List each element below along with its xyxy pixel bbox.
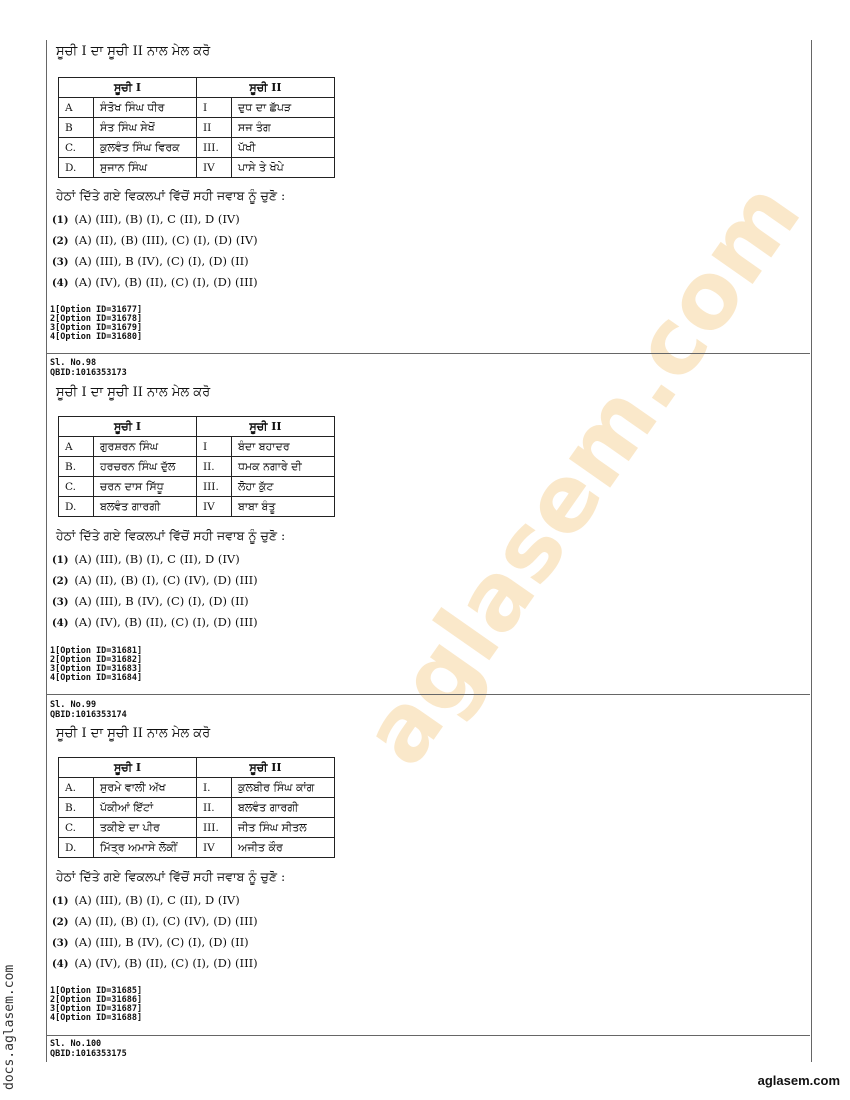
row-label: A. <box>59 778 94 798</box>
sl-no: Sl. No.100 <box>50 1039 102 1049</box>
row-item-a: ਚਰਨ ਦਾਸ ਸਿੱਧੂ <box>94 477 197 497</box>
row-label: II <box>197 118 232 138</box>
qbid: QBID:1016353174 <box>50 710 127 720</box>
footer-brand[interactable]: aglasem.com <box>757 1073 840 1088</box>
row-label: II. <box>197 457 232 477</box>
col-header: ਸੂਚੀ I <box>59 417 197 437</box>
col-header: ਸੂਚੀ II <box>197 758 335 778</box>
row-item-a: ਕੁਲਵੰਤ ਸਿੰਘ ਵਿਰਕ <box>94 138 197 158</box>
row-label: B. <box>59 457 94 477</box>
option-text: (A) (III), B (IV), (C) (I), (D) (II) <box>74 594 249 608</box>
table-row <box>59 158 335 178</box>
row-item-a: ਹਰਚਰਨ ਸਿੰਘ ਦੁੱਲ <box>94 457 197 477</box>
col-header: ਸੂਚੀ I <box>59 758 197 778</box>
table-row <box>59 477 335 497</box>
divider <box>46 1035 810 1036</box>
row-label: D. <box>59 158 94 178</box>
table-row <box>59 457 335 477</box>
option-text: (A) (II), (B) (III), (C) (I), (D) (IV) <box>74 233 258 247</box>
row-label: I. <box>197 778 232 798</box>
row-label: A <box>59 98 94 118</box>
option-text: (A) (III), B (IV), (C) (I), (D) (II) <box>74 935 249 949</box>
row-item-a: ਪੱਕੀਆਂ ਇੱਟਾਂ <box>94 798 197 818</box>
table-row <box>59 818 335 838</box>
option-text: (A) (III), (B) (I), C (II), D (IV) <box>74 893 240 907</box>
instruction: ਹੇਠਾਂ ਦਿੱਤੇ ਗਏ ਵਿਕਲਪਾਂ ਵਿੱਚੋਂ ਸਹੀ ਜਵਾਬ ਨੂੰ ਚੁਣੋ : <box>56 528 286 543</box>
row-item-b: ਧਮਕ ਨਗਾਰੇ ਦੀ <box>232 457 335 477</box>
option-number: (1) <box>52 215 69 226</box>
qbid: QBID:1016353173 <box>50 368 127 378</box>
row-item-b: ਦੁਧ ਦਾ ਛੱਪੜ <box>232 98 335 118</box>
option-number: (2) <box>52 917 69 928</box>
row-item-b: ਬਾਬਾ ਬੰਤੂ <box>232 497 335 517</box>
instruction: ਹੇਠਾਂ ਦਿੱਤੇ ਗਏ ਵਿਕਲਪਾਂ ਵਿੱਚੋਂ ਸਹੀ ਜਵਾਬ ਨੂੰ ਚੁਣੋ : <box>56 869 286 884</box>
row-item-b: ਅਜੀਤ ਕੌਰ <box>232 838 335 858</box>
qbid: QBID:1016353175 <box>50 1049 127 1059</box>
row-item-a: ਸੰਤ ਸਿੰਘ ਸੇਖੋਂ <box>94 118 197 138</box>
table-row <box>59 437 335 457</box>
row-item-a: ਤਕੀਏ ਦਾ ਪੀਰ <box>94 818 197 838</box>
option-text: (A) (II), (B) (I), (C) (IV), (D) (III) <box>74 914 258 928</box>
match-table <box>58 77 335 178</box>
row-label: III. <box>197 138 232 158</box>
row-item-b: ਜੀਤ ਸਿੰਘ ਸੀਤਲ <box>232 818 335 838</box>
row-label: D. <box>59 838 94 858</box>
option-ids <box>50 306 142 342</box>
option-id: 4[Option ID=31684] <box>50 673 143 683</box>
row-item-b: ਪੱਖੀ <box>232 138 335 158</box>
option-1[interactable] <box>52 890 258 911</box>
instruction: ਹੇਠਾਂ ਦਿੱਤੇ ਗਏ ਵਿਕਲਪਾਂ ਵਿੱਚੋਂ ਸਹੀ ਜਵਾਬ ਨੂੰ ਚੁਣੋ : <box>56 188 286 203</box>
option-4[interactable] <box>52 612 258 633</box>
sl-no: Sl. No.99 <box>50 700 97 710</box>
option-id: 3[Option ID=31679] <box>50 323 143 333</box>
table-row <box>59 798 335 818</box>
row-item-b: ਪਾਸੇ ਤੇ ਖੋਪੇ <box>232 158 335 178</box>
row-label: IV <box>197 158 232 178</box>
row-item-a: ਮਿੱਤ੍ਰ ਅਮਾਸੇ ਲੋਕੀਂ <box>94 838 197 858</box>
serial-number <box>50 1039 127 1059</box>
table-row <box>59 497 335 517</box>
row-label: D. <box>59 497 94 517</box>
watermark: aglasem.com <box>341 163 822 784</box>
option-2[interactable] <box>52 911 258 932</box>
table-row <box>59 778 335 798</box>
option-text: (A) (III), (B) (I), C (II), D (IV) <box>74 552 240 566</box>
option-1[interactable] <box>52 549 258 570</box>
question-title: ਸੂਚੀ I ਦਾ ਸੂਚੀ II ਨਾਲ ਮੇਲ ਕਰੋ <box>56 44 211 59</box>
option-number: (4) <box>52 959 69 970</box>
row-label: C. <box>59 818 94 838</box>
row-label: C. <box>59 138 94 158</box>
row-label: III. <box>197 818 232 838</box>
next-question-header <box>46 1038 810 1062</box>
option-text: (A) (III), B (IV), (C) (I), (D) (II) <box>74 254 249 268</box>
row-label: B. <box>59 798 94 818</box>
option-number: (2) <box>52 236 69 247</box>
row-label: III. <box>197 477 232 497</box>
side-url: docs.aglasem.com <box>2 964 17 1090</box>
question-title: ਸੂਚੀ I ਦਾ ਸੂਚੀ II ਨਾਲ ਮੇਲ ਕਰੋ <box>56 726 211 741</box>
option-number: (2) <box>52 576 69 587</box>
option-number: (3) <box>52 938 69 949</box>
option-number: (3) <box>52 597 69 608</box>
option-id: 2[Option ID=31686] <box>50 995 143 1005</box>
row-item-a: ਸੁਰਮੇ ਵਾਲੀ ਅੱਖ <box>94 778 197 798</box>
option-id: 1[Option ID=31681] <box>50 646 143 656</box>
option-id: 4[Option ID=31688] <box>50 1013 143 1023</box>
row-label: IV <box>197 838 232 858</box>
option-id: 4[Option ID=31680] <box>50 332 143 342</box>
sl-no: Sl. No.98 <box>50 358 97 368</box>
row-item-a: ਸੁਜਾਨ ਸਿੰਘ <box>94 158 197 178</box>
option-1[interactable] <box>52 209 258 230</box>
row-label: I <box>197 98 232 118</box>
option-id: 1[Option ID=31685] <box>50 986 143 996</box>
match-table <box>58 757 335 858</box>
row-label: I <box>197 437 232 457</box>
row-item-a: ਗੁਰਸ਼ਰਨ ਸਿੰਘ <box>94 437 197 457</box>
row-item-a: ਸੰਤੋਖ ਸਿੰਘ ਧੀਰ <box>94 98 197 118</box>
option-ids <box>50 647 142 683</box>
table-row <box>59 118 335 138</box>
option-text: (A) (II), (B) (I), (C) (IV), (D) (III) <box>74 573 258 587</box>
question-block <box>46 697 810 1033</box>
serial-number <box>50 358 127 378</box>
row-label: IV <box>197 497 232 517</box>
col-header: ਸੂਚੀ II <box>197 417 335 437</box>
option-id: 3[Option ID=31683] <box>50 664 143 674</box>
option-number: (3) <box>52 257 69 268</box>
option-3[interactable] <box>52 932 258 953</box>
options-list <box>52 549 258 633</box>
divider <box>46 353 810 354</box>
question-title: ਸੂਚੀ I ਦਾ ਸੂਚੀ II ਨਾਲ ਮੇਲ ਕਰੋ <box>56 385 211 400</box>
option-text: (A) (III), (B) (I), C (II), D (IV) <box>74 212 240 226</box>
serial-number <box>50 700 127 720</box>
option-id: 3[Option ID=31687] <box>50 1004 143 1014</box>
option-number: (4) <box>52 278 69 289</box>
option-4[interactable] <box>52 953 258 974</box>
option-id: 2[Option ID=31678] <box>50 314 143 324</box>
row-label: C. <box>59 477 94 497</box>
option-2[interactable] <box>52 230 258 251</box>
option-text: (A) (IV), (B) (II), (C) (I), (D) (III) <box>74 275 258 289</box>
match-table <box>58 416 335 517</box>
option-number: (1) <box>52 896 69 907</box>
row-item-b: ਬੰਦਾ ਬਹਾਦਰ <box>232 437 335 457</box>
option-id: 2[Option ID=31682] <box>50 655 143 665</box>
option-id: 1[Option ID=31677] <box>50 305 143 315</box>
col-header: ਸੂਚੀ I <box>59 78 197 98</box>
row-label: A <box>59 437 94 457</box>
row-item-b: ਸਜ ਤੰਗ <box>232 118 335 138</box>
options-list <box>52 890 258 974</box>
option-text: (A) (IV), (B) (II), (C) (I), (D) (III) <box>74 615 258 629</box>
options-list <box>52 209 258 293</box>
question-block <box>46 355 810 691</box>
option-number: (1) <box>52 555 69 566</box>
option-ids <box>50 987 142 1023</box>
row-label: B <box>59 118 94 138</box>
table-row <box>59 98 335 118</box>
option-3[interactable] <box>52 251 258 272</box>
row-label: II. <box>197 798 232 818</box>
option-3[interactable] <box>52 591 258 612</box>
row-item-a: ਬਲਵੰਤ ਗਾਰਗੀ <box>94 497 197 517</box>
table-row <box>59 138 335 158</box>
row-item-b: ਕੁਲਬੀਰ ਸਿੰਘ ਕਾਂਗ <box>232 778 335 798</box>
option-number: (4) <box>52 618 69 629</box>
question-block <box>46 40 810 352</box>
option-4[interactable] <box>52 272 258 293</box>
col-header: ਸੂਚੀ II <box>197 78 335 98</box>
option-text: (A) (IV), (B) (II), (C) (I), (D) (III) <box>74 956 258 970</box>
table-row <box>59 838 335 858</box>
option-2[interactable] <box>52 570 258 591</box>
row-item-b: ਲੋਹਾ ਕੁੱਟ <box>232 477 335 497</box>
row-item-b: ਬਲਵੰਤ ਗਾਰਗੀ <box>232 798 335 818</box>
divider <box>46 694 810 695</box>
